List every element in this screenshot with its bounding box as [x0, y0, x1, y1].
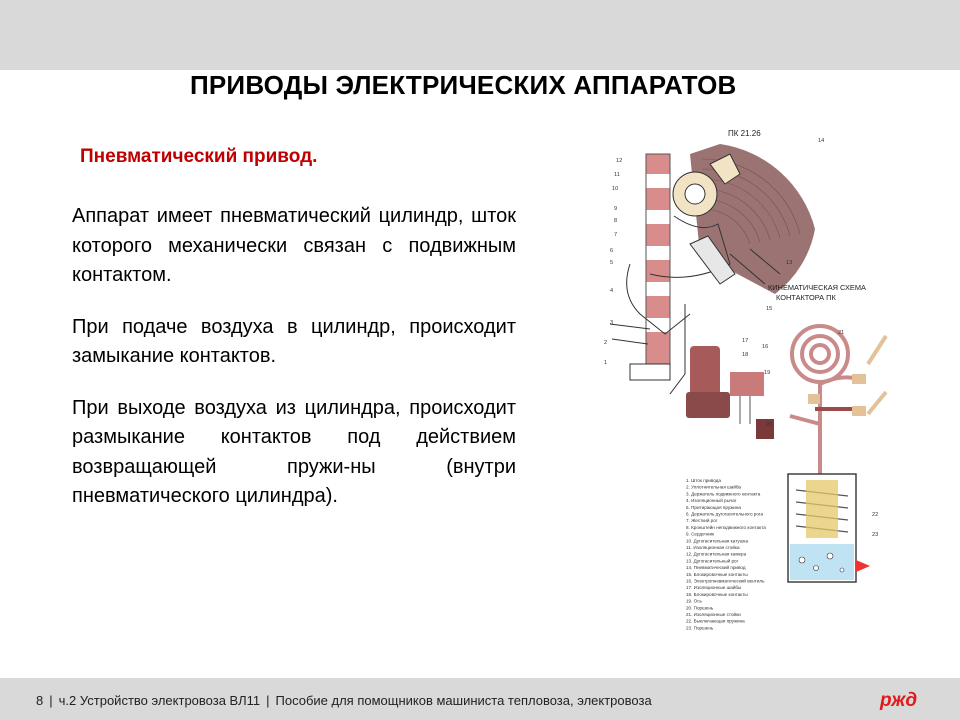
figure-callout: 22	[872, 512, 879, 518]
figure-callout: 23	[872, 532, 879, 538]
figure-callout: 5	[610, 260, 614, 266]
svg-text:ржд: ржд	[880, 690, 918, 711]
figure-callout: 21	[838, 330, 845, 336]
paragraph-1: Аппарат имеет пневматический цилиндр, шток которого механически связан с подвижным контактом.	[72, 205, 516, 286]
figure-callout: 2	[604, 340, 608, 346]
figure-callout: 4	[610, 288, 614, 294]
figure-callout: 17	[742, 338, 749, 344]
contactor-diagram	[590, 124, 910, 664]
figure-callout: 12	[616, 158, 623, 164]
footer-course: Устройство электровоза ВЛ11	[79, 693, 261, 708]
legend-item: 21. Изоляционные стойки	[686, 612, 741, 617]
legend-item: 13. Дугогасительный рог	[686, 558, 739, 564]
figure-callout: 18	[742, 352, 749, 358]
legend-item: 10. Дугогасительная катушка	[686, 538, 749, 544]
pneumatic-drive	[686, 346, 774, 439]
figure-callout: 14	[818, 138, 825, 144]
figure-callout: 1	[604, 360, 608, 366]
figure-callout: 20	[766, 422, 773, 428]
legend-item: 19. Ось	[686, 598, 702, 604]
body-text	[72, 202, 516, 534]
legend-lines	[686, 478, 766, 630]
legend-item: 20. Поршень	[686, 605, 714, 611]
footer-manual: Пособие для помощников машиниста тепловоза, электровоза	[275, 693, 652, 708]
slide-title: ПРИВОДЫ ЭЛЕКТРИЧЕСКИХ АППАРАТОВ	[190, 70, 737, 100]
legend-item: 23. Поршень	[686, 625, 714, 631]
figure-callout: 15	[766, 306, 773, 312]
kinematic-cylinder	[788, 474, 870, 582]
legend-item: 3. Держатель подвижного контакта	[686, 491, 761, 497]
figure-label-scheme-1: КИНЕМАТИЧЕСКАЯ СХЕМА	[768, 283, 866, 292]
figure-callout: 9	[614, 206, 618, 212]
paragraph-2: При подаче воздуха в цилиндр, происходит замыкание контактов.	[72, 315, 516, 367]
legend-item: 17. Изоляционные шайбы	[686, 585, 742, 591]
arc-chute-sector	[690, 144, 815, 294]
figure-callout: 16	[762, 344, 769, 350]
figure-callout: 19	[764, 370, 771, 376]
footer-separator: |	[49, 693, 53, 708]
legend-item: 4. Изоляционный рычаг	[686, 498, 737, 504]
slide-subtitle: Пневматический привод.	[80, 146, 318, 167]
header-band	[0, 0, 960, 70]
legend-item: 14. Пневматический привод	[686, 565, 746, 571]
page-number: 8	[36, 693, 44, 708]
legend-item: 8. Кронштейн неподвижного контакта	[686, 524, 766, 530]
footer-text	[36, 693, 652, 708]
figure-label-top: ПК 21.26	[728, 129, 761, 138]
rzd-logo-icon	[876, 686, 930, 712]
legend-item: 22. Выключающая пружина	[686, 618, 745, 624]
figure-callout: 7	[614, 232, 618, 238]
legend-item: 16. Электропневматический вентиль	[686, 578, 765, 584]
figure-label-scheme-2: КОНТАКТОРА ПК	[776, 293, 836, 302]
figure-callout: 13	[786, 260, 793, 266]
legend-item: 15. Блокировочные контакты	[686, 571, 748, 577]
legend-item: 6. Держатель дугогасительного рога	[686, 511, 764, 517]
legend-item: 9. Сердечник	[686, 531, 715, 537]
legend-item: 2. Уплотнительная шайба	[686, 484, 741, 490]
figure-callout: 6	[610, 248, 614, 254]
figure-callout: 3	[610, 320, 614, 326]
footer-separator: |	[266, 693, 270, 708]
footer-part: ч.2	[58, 693, 77, 708]
figure-callout: 8	[614, 218, 618, 224]
legend-item: 1. Шток привода	[686, 478, 721, 483]
legend-item: 18. Блокировочные контакты	[686, 591, 748, 597]
legend-item: 12. Дугогасительная камера	[686, 551, 747, 557]
legend-item: 5. Притирающая пружина	[686, 504, 741, 510]
figure-callout: 10	[612, 186, 619, 192]
legend-item: 7. Жесткий рог	[686, 518, 718, 524]
figure-callout: 11	[614, 172, 620, 178]
legend-item: 11. Изоляционная стойка	[686, 545, 740, 550]
paragraph-3: При выходе воздуха из цилиндра, происходит размыкание контактов под действием возвращающей пружи-ны (внутри пневматического цилиндра).	[72, 396, 516, 507]
